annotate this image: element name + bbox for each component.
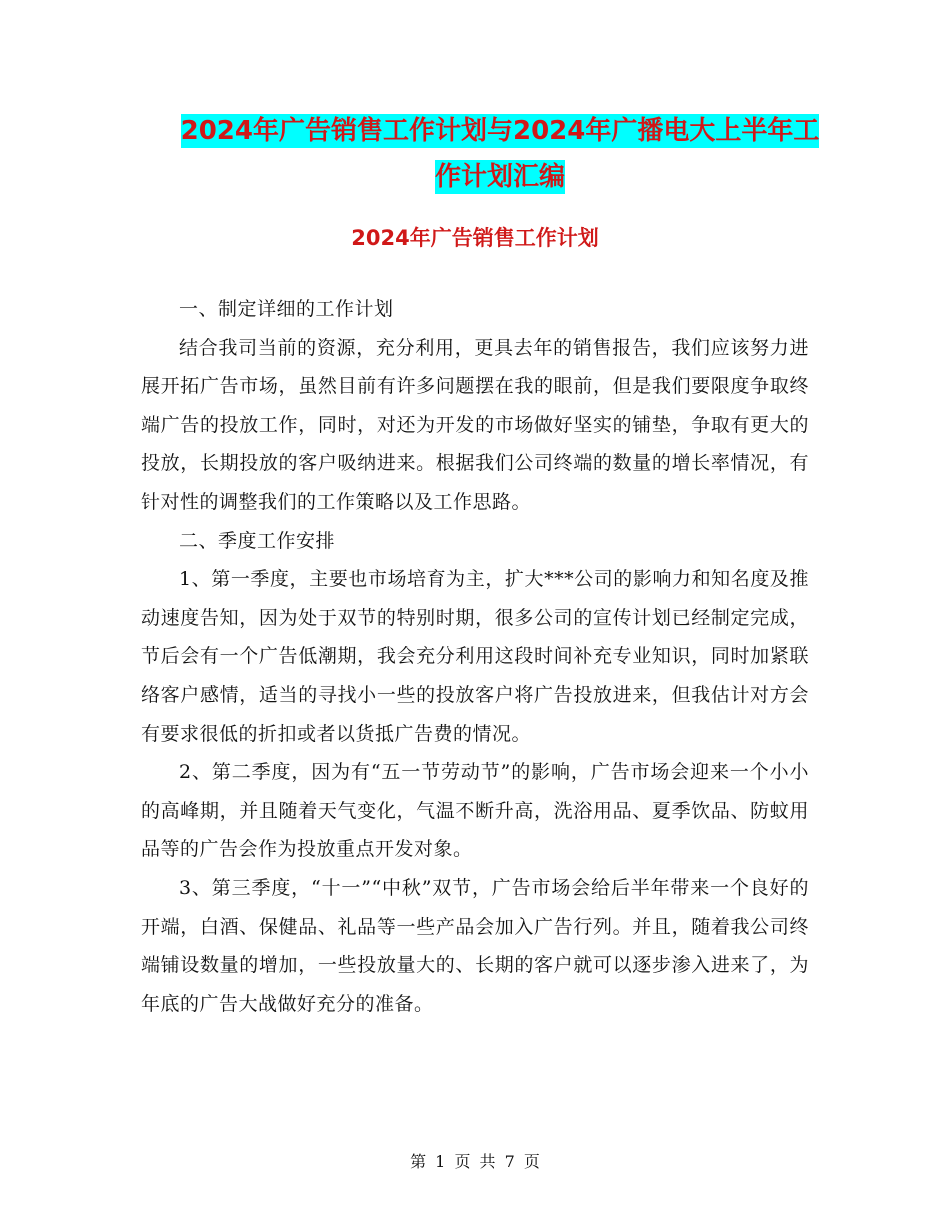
document-title-line2: 作计划汇编 [434,162,565,192]
paragraph-first-quarter: 1、第一季度，主要也市场培育为主，扩大***公司的影响力和知名度及推动速度告知，因为处于双节的特别时期，很多公司的宣传计划已经制定完成，节后会有一个广告低潮期，我会充分利用这段时间补充专业知识，同时加紧联络客户感情，适当的寻找小一些的投放客户将广告投放进来，但我估计对方会有要求很低的折扣或者以货抵广告费的情况。 [141,568,809,745]
page-number-footer: 第 1 页 共 7 页 [410,1152,540,1171]
document-title-line1: 2024年广告销售工作计划与2024年广播电大上半年工 [180,116,820,146]
document-title [120,108,880,200]
paragraph-work-plan: 结合我司当前的资源，充分利用，更具去年的销售报告，我们应该努力进展开拓广告市场，虽然目前有许多问题摆在我的眼前，但是我们要限度争取终端广告的投放工作，同时，对还为开发的市场做好坚实的铺垫，争取有更大的投放，长期投放的客户吸纳进来。根据我们公司终端的数量的增长率情况，有针对性的调整我们的工作策略以及工作思路。 [141,336,809,513]
paragraph-second-quarter: 2、第二季度，因为有“五一节劳动节”的影响，广告市场会迎来一个小小的高峰期，并且随着天气变化，气温不断升高，洗浴用品、夏季饮品、防蚊用品等的广告会作为投放重点开发对象。 [141,761,809,861]
heading-quarterly-arrangement: 二、季度工作安排 [179,529,336,552]
paragraph-third-quarter: 3、第三季度，“十一”“中秋”双节，广告市场会给后半年带来一个良好的开端，白酒、保健品、礼品等一些产品会加入广告行列。并且，随着我公司终端铺设数量的增加，一些投放量大的、长期的客户就可以逐步渗入进来了，为年底的广告大战做好充分的准备。 [141,876,809,1015]
document-body [141,290,809,1023]
section-title: 2024年广告销售工作计划 [351,226,599,250]
heading-work-plan: 一、制定详细的工作计划 [179,298,394,320]
